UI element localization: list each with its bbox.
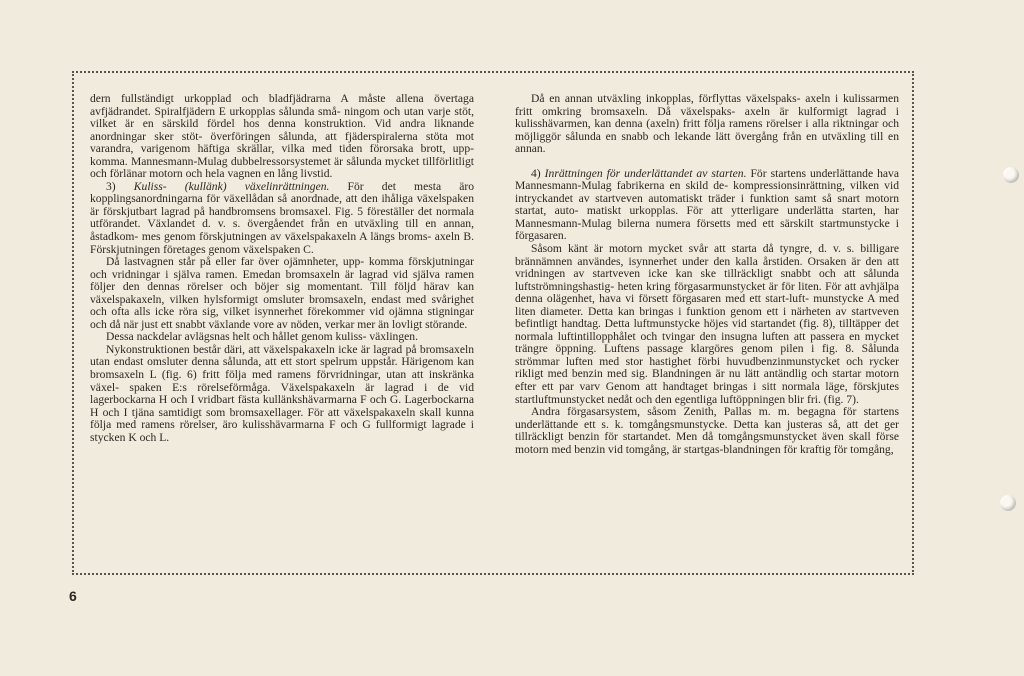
page-number: 6 bbox=[69, 588, 77, 604]
binder-hole-bottom-icon bbox=[1000, 495, 1016, 511]
section-body-kuliss: För det mesta äro kopplingsanordningarna för växellådan så anordnade, att den ihåliga växelspaken är förskjutbart lagrad på handbromsens bromsaxel. Fig. 5 föreställer det normala utförandet. Växlandet d. v. s. övergåendet från en utväxling till en annan, åstadkom- mes genom förskjutningen av växelspakaxeln A längs broms- axeln B. Förskjutningen företages genom växelspaken C. bbox=[90, 179, 475, 256]
binder-hole-top-icon bbox=[1003, 167, 1019, 183]
right-paragraph-3: Såsom känt är motorn mycket svår att starta då tyngre, d. v. s. billigare brännämnen användes, isynnerhet under den kalla årstiden. Orsaken är den att vridningen av startveven icke kan ske tillräckligt snabbt och att sålunda luftströmningshastig- heten kring förgasarmunstycket är för liten. För att avhjälpa denna olägenhet, hava vi försett förgasaren med ett start-luft- munstycke A med liten diameter. Detta kan bringas i funktion genom ett i närheten av startveven befintligt handtag. Detta luftmunstycke höjes vid startandet (fig. 8), tilltäpper det normala luftintillopphålet och tvingar den insugna luften att passera en mycket trängre öppning. Luftens passage klargöres genom pilen i fig. 8. Sålunda strömmar luften med stor hastighet förbi huvudbenzinmunstycket och rycker rikligt med benzin med sig. Blandningen är nu lätt antändlig och startar motorn efter ett par varv Genom att handtaget bringas i sitt normala läge, förskjutes startluftmunstycket nedåt och den egentliga luftöppningen blir fri. (fig. 7). bbox=[515, 242, 899, 406]
section-number-4: 4) bbox=[531, 166, 541, 180]
section-heading-starten: Inrättningen för underlättandet av starten. bbox=[544, 166, 747, 180]
right-paragraph-2 bbox=[515, 168, 899, 243]
section-number-3: 3) bbox=[106, 179, 116, 193]
page-border-frame bbox=[72, 71, 914, 575]
left-paragraph-1: dern fullständigt urkopplad och bladfjädrarna A måste allena övertaga avfjädrandet. Spiralfjädern E urkopplas sålunda små- ningom och utan varje stöt, vilket är en särskild fördel hos denna konstruktion. Vid andra liknande anordningar sker stöt- överföringen sålunda, att fjäderspiralerna stöta mot varandra, varigenom häftiga skrällar, vilka med tiden förorsaka brott, upp- komma. Mannesmann-Mulag dubbelressorsystemet är sålunda mycket tillförlitligt och förlänar motorn och hela vagnen en lång livstid. bbox=[90, 92, 474, 181]
left-paragraph-2 bbox=[90, 181, 474, 256]
left-paragraph-5: Nykonstruktionen består däri, att växelspakaxeln icke är lagrad på bromsaxeln utan endast omsluter denna sålunda, att ett stort spelrum uppstår. Härigenom kan bromsaxeln L (fig. 6) fritt följa med ramens förvridningar, utan att inskränka växel- spaken E:s rörelseförmåga. Växelspakaxeln är lagrad i de vid lagerbockarna H och I vridbart fästa kullänkshävarmarna F och G. Lagerbockarna H och I tjäna samtidigt som bromsaxellager. För att växelspakaxeln skall kunna följa med ramens rörelser, äro kulisshävarmarna F och G fullformigt lagrade i stycken K och L. bbox=[90, 342, 474, 444]
left-text-column bbox=[90, 93, 474, 444]
left-paragraph-3: Då lastvagnen står på eller far över ojämnheter, upp- komma förskjutningar och vridningar i själva ramen. Emedan bromsaxeln är lagrad vid själva ramen följer den dennas rörelser och böjer sig momentant. Till följd härav kan växelspakaxeln, vilken hylsformigt omsluter bromsaxeln, endast med svårighet och ofta alls icke röra sig, vilket isynnerhet förekommer vid ojämna stigningar och då när just ett snabbt växlande vore av nöden, verkar mer än lovligt störande. bbox=[90, 255, 474, 331]
section-body-starten: För startens underlättande hava Mannesmann-Mulag fabrikerna en skild de- kompressionsinrättning, vilken vid intryckandet av startveven automatiskt träder i funktion samt så snart motorn startat, auto- matiskt urkopplas. För att ytterligare underlätta starten, har Mannesmann-Mulag bilerna numera försetts med ett särskilt startmunstycke i förgasaren. bbox=[515, 166, 899, 243]
right-paragraph-4: Andra förgasarsystem, såsom Zenith, Pallas m. m. begagna för startens underlättande ett s. k. tomgångsmunstycke. Detta kan justeras så, att det ger tillräckligt benzin för startandet. Men då tomgångsmunstycket även skall förse motorn med benzin vid tomgång, är startgas-blandningen för kraftig för tomgång, bbox=[515, 405, 899, 456]
left-paragraph-4: Dessa nackdelar avlägsnas helt och hållet genom kuliss- växlingen. bbox=[106, 330, 418, 344]
right-paragraph-1: Då en annan utväxling inkopplas, förflyttas växelspaks- axeln i kulissarmen fritt omkring bromsaxeln. Då växelspaks- axeln är kulformigt lagrad i kulisshävarmen, kan denna (axeln) fritt följa ramens rörelser i alla riktningar och möjliggör sålunda en snabb och lekande lätt övergång från en utväxling till en annan. bbox=[515, 92, 899, 156]
section-heading-kuliss: Kuliss- (kullänk) växelinrättningen. bbox=[133, 179, 330, 193]
right-text-column bbox=[515, 93, 899, 456]
